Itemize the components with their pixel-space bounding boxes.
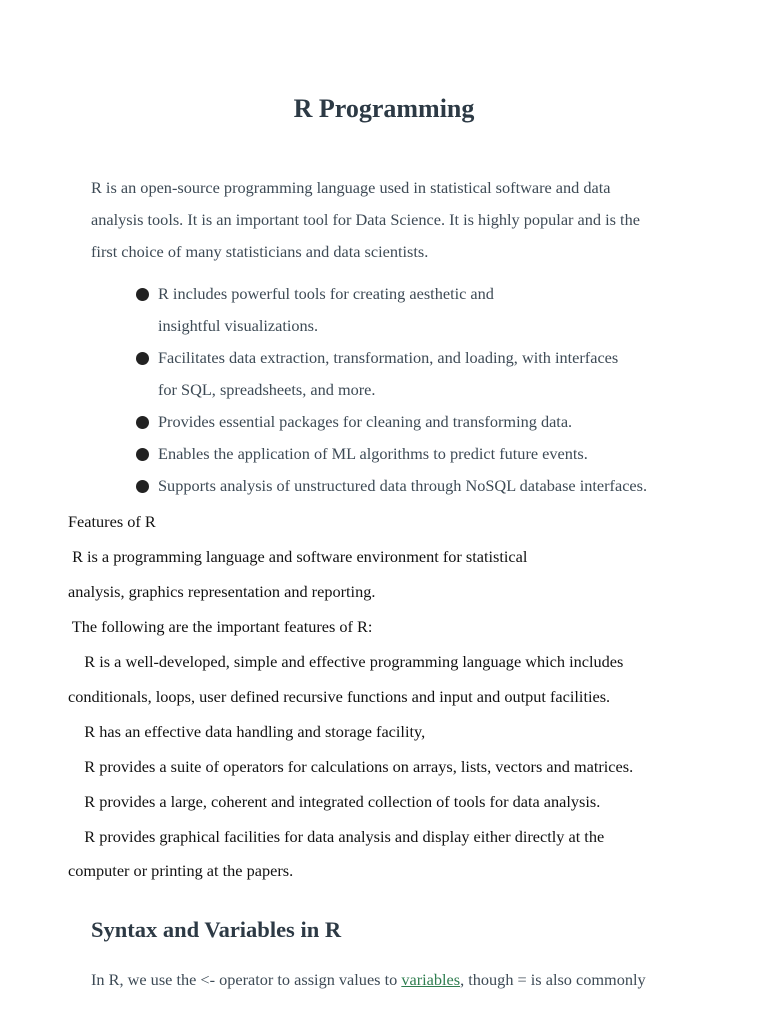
feature-item-line: computer or printing at the papers. — [68, 861, 294, 880]
syntax-text: , though = is also commonly — [460, 970, 646, 989]
list-item — [136, 406, 696, 438]
benefits-list — [136, 278, 696, 502]
list-item-text: Supports analysis of unstructured data through NoSQL database interfaces. — [158, 476, 648, 495]
list-item-text: insightful visualizations. — [158, 316, 319, 335]
list-item-text: Provides essential packages for cleaning and transforming data. — [158, 412, 573, 431]
features-heading: Features of R — [68, 512, 156, 531]
features-desc-line: R is a programming language and software environment for statistical — [68, 547, 528, 566]
intro-paragraph — [91, 172, 681, 268]
syntax-paragraph — [91, 964, 711, 996]
bullet-icon — [136, 480, 149, 493]
intro-line: first choice of many statisticians and data scientists. — [91, 242, 429, 261]
list-item — [136, 342, 696, 406]
feature-item-line: R is a well-developed, simple and effective programming language which includes — [68, 652, 624, 671]
feature-item-line: conditionals, loops, user defined recursive functions and input and output facilities. — [68, 687, 611, 706]
list-item — [136, 278, 696, 342]
feature-item-line: R has an effective data handling and storage facility, — [68, 722, 426, 741]
features-desc-line: analysis, graphics representation and reporting. — [68, 582, 376, 601]
feature-item-line: R provides graphical facilities for data analysis and display either directly at the — [68, 827, 605, 846]
intro-line: analysis tools. It is an important tool for Data Science. It is highly popular and is the — [91, 210, 640, 229]
section-heading-syntax: Syntax and Variables in R — [91, 917, 342, 942]
bullet-icon — [136, 416, 149, 429]
bullet-icon — [136, 352, 149, 365]
list-item-text: for SQL, spreadsheets, and more. — [158, 380, 376, 399]
list-item — [136, 470, 696, 502]
variables-link[interactable]: variables — [401, 970, 461, 989]
intro-line: R is an open-source programming language used in statistical software and data — [91, 178, 611, 197]
list-item-text: R includes powerful tools for creating aesthetic and — [158, 284, 494, 303]
feature-item-line: R provides a large, coherent and integrated collection of tools for data analysis. — [68, 792, 601, 811]
feature-item-line: R provides a suite of operators for calculations on arrays, lists, vectors and matrices. — [68, 757, 634, 776]
page-title: R Programming — [293, 94, 475, 123]
syntax-text: In R, we use the <- operator to assign values to — [91, 970, 402, 989]
list-item-text: Enables the application of ML algorithms to predict future events. — [158, 444, 588, 463]
bullet-icon — [136, 288, 149, 301]
bullet-icon — [136, 448, 149, 461]
list-item — [136, 438, 696, 470]
list-item-text: Facilitates data extraction, transformation, and loading, with interfaces — [158, 348, 619, 367]
features-intro: The following are the important features of R: — [68, 617, 373, 636]
